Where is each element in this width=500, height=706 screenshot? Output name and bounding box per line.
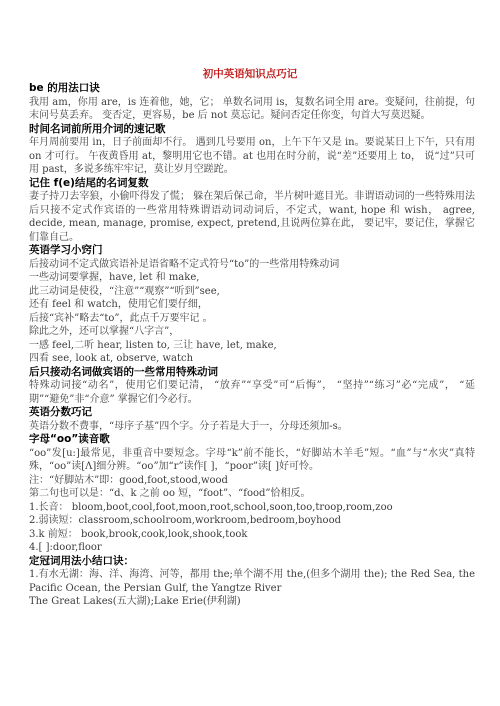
section-6 [29, 406, 475, 433]
section-paragraph: 1.长音： bloom,boot,cool,foot,moon,root,school,soon,too,troop,room,zoo [29, 501, 393, 513]
section-heading: 英语分数巧记 [29, 406, 92, 418]
section-paragraph: 注：“好脚站木”即：good,foot,stood,wood [29, 474, 228, 486]
section-paragraph: 一感 feel,二听 hear, listen to, 三让 have, let, make, [29, 339, 277, 351]
section-4 [29, 244, 475, 366]
section-paragraph: 1.有水无湖：海、洋、海湾、河等，都用 the;单个湖不用 the,(但多个湖用 the); the Red Sea, the Pacific Ocean, the Persian Gulf, the Yangtze River [29, 569, 475, 594]
section-paragraph: “oo”发[u:]最常见，非重音中要短念。字母“k”前不能长，“好脚站木羊毛”短。“血”与“水灾”真特殊，“oo”读[Λ]细分辨。“oo”加“r”读作[ ]，“poor”读[ ]好可怜。 [29, 447, 475, 472]
section-paragraph: 后接“宾补”略去“to”，此点千万要牢记 。 [29, 312, 213, 324]
section-heading: 时间名词前所用介词的速记歌 [29, 122, 166, 135]
section-2 [29, 123, 475, 177]
document-body [29, 82, 475, 609]
section-paragraph: 还有 feel 和 watch，使用它们要仔细， [29, 299, 208, 310]
section-paragraph: 此三动词是使役，“注意”“观察”“听到”see, [29, 285, 220, 297]
section-heading: 后只接动名词做宾语的一些常用特殊动词 [29, 365, 218, 378]
section-paragraph: 第二句也可以是：“d、k 之前 oo 短，“foot”、“food”恰相反。 [29, 488, 311, 499]
section-paragraph: 我用 am，你用 are，is 连着他，她，它； 单数名词用 is，复数名词全用 are。变疑问，往前提，句末问号莫丢弃。 变否定，更容易，be 后 not 莫忘记。疑问否定任你变，句首大写莫迟疑。 [29, 96, 475, 121]
section-heading: 记住 f(e)结尾的名词复数 [29, 176, 149, 189]
section-heading: 定冠词用法小结口诀： [29, 554, 134, 567]
section-7 [29, 433, 475, 555]
section-5 [29, 366, 475, 407]
section-paragraph: 四看 see, look at, observe, watch [29, 353, 194, 364]
section-heading: 字母“oo”读音歌 [29, 433, 110, 445]
section-paragraph: 妻子持刀去宰狼，小偷吓得发了慌； 躲在架后保己命，半片树叶遮目光。非谓语动词的一些特殊用法后只接不定式作宾语的一些常用特殊谓语动词动词后，不定式，want, hope 和 wish， agree, decide, mean, manage, promise, expect, pretend,且说两位算在此， 要记牢，要记住，掌握它们靠自己。 [29, 191, 475, 243]
section-paragraph: 除此之外，还可以掌握“八字言”， [29, 326, 180, 337]
section-heading: be 的用法口诀 [29, 82, 100, 94]
section-paragraph: 特殊动词接“动名”，使用它们要记清， “放弃”“享受”可“后悔”， “坚持”“练习”必“完成”， “延期”“避免”非“介意” 掌握它们今必行。 [29, 380, 475, 405]
section-paragraph: 一些动词要掌握，have, let 和 make, [29, 272, 200, 283]
section-heading: 英语学习小窍门 [29, 244, 103, 256]
section-8 [29, 555, 475, 609]
section-paragraph: 后接动词不定式做宾语补足语省略不定式符号“to”的一些常用特殊动词 [29, 258, 340, 270]
document-title: 初中英语知识点巧记 [202, 68, 298, 80]
section-paragraph: 英语分数不费事，“母序子基”四个字。分子若是大于一，分母还须加-s。 [29, 420, 348, 432]
section-paragraph: 3.k 前短： book,brook,cook,look,shook,took [29, 528, 248, 540]
section-1 [29, 82, 475, 123]
section-paragraph: 2.弱读短：classroom,schoolroom,workroom,bedroom,boyhood [29, 515, 342, 526]
section-3 [29, 177, 475, 245]
section-paragraph: 4.[ ]:door,floor [29, 542, 102, 553]
section-paragraph: The Great Lakes(五大湖);Lake Erie(伊利湖) [29, 596, 241, 607]
section-paragraph: 年月周前要用 in，日子前面却不行。 遇到几号要用 on，上午下午又是 in。要说某日上下午，只有用 on 才可行。 午夜黄昏用 at，黎明用它也不错。at 也用在时分前，说“差”还要用上 to， 说“过”只可用 past，多说多练牢牢记，莫让岁月空蹉跎。 [29, 137, 475, 175]
